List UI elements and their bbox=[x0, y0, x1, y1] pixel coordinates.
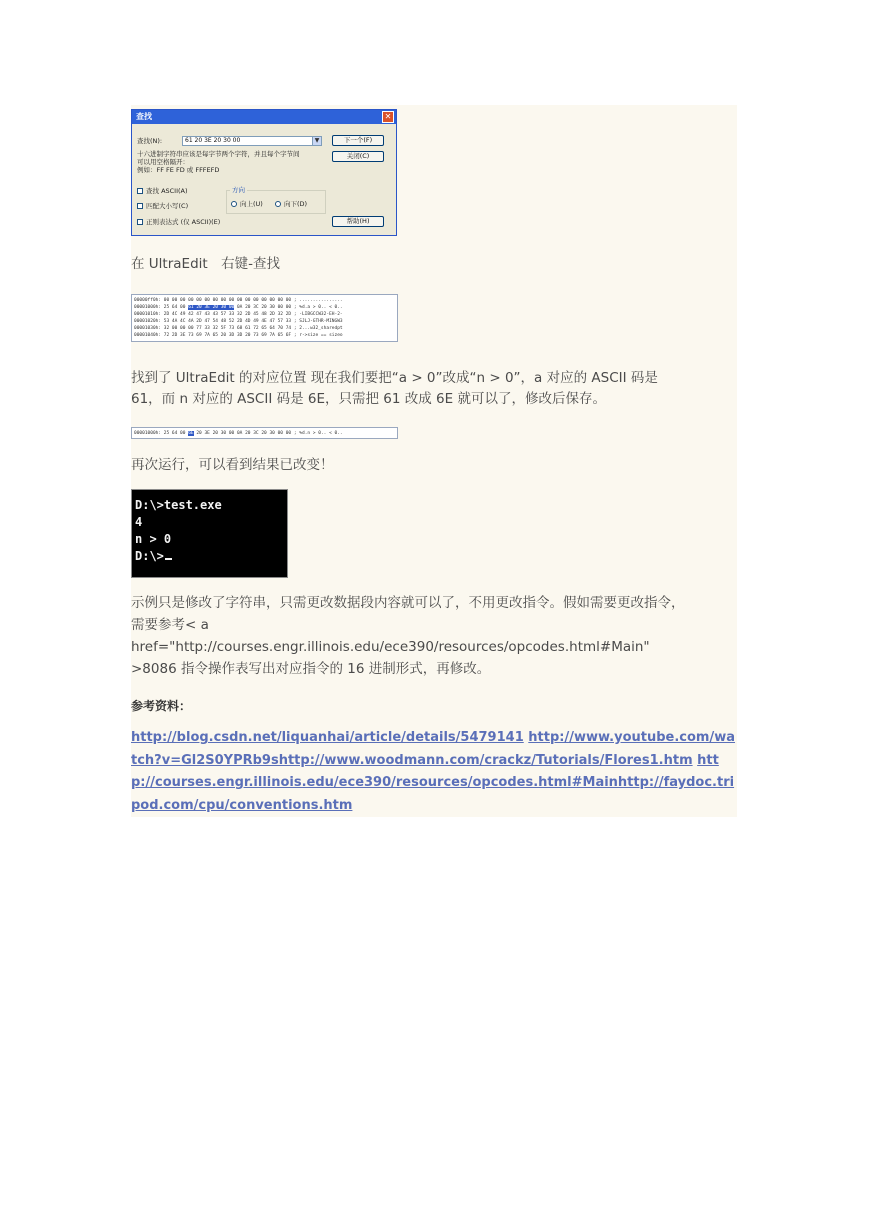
hex-line: 00001000h: 25 64 00 61 20 3E 20 30 00 0A 20 3C 20 30 00 00 ; %d.a > 0.. < 0.. bbox=[134, 305, 343, 310]
hex-line: 00001030h: 32 00 00 00 77 33 32 5F 73 68 61 72 65 64 70 74 ; 2...w32_sharedpt bbox=[134, 326, 343, 331]
caption-rerun: 再次运行，可以看到结果已改变！ bbox=[131, 457, 334, 473]
hex-highlight: 61 20 3E 20 30 00 bbox=[188, 305, 235, 310]
console-line: 4 bbox=[135, 515, 143, 529]
hex-line: 00001020h: 53 4A 4C 4A 2D 47 54 48 52 2D 4D 49 4E 47 57 33 ; SJLJ-GTHR-MINGW3 bbox=[134, 319, 343, 324]
paragraph-1-line-1: 找到了 UltraEdit 的对应位置 现在我们要把“a > 0”改成“n > 0”，a 对应的 ASCII 码是 bbox=[131, 370, 658, 386]
console-line: n > 0 bbox=[135, 532, 172, 546]
references-heading: 参考资料： bbox=[131, 699, 192, 713]
hint-line-2: 可以用空格隔开： bbox=[137, 158, 189, 166]
find-input: 61 20 3E 20 30 00 bbox=[182, 136, 320, 146]
paragraph-2-line-3: href="http://courses.engr.illinois.edu/ece390/resources/opcodes.html#Main" bbox=[131, 639, 650, 655]
check-case-label: 匹配大小写(C) bbox=[146, 202, 189, 210]
article-body bbox=[131, 105, 737, 817]
paragraph-2-line-4: >8086 指令操作表写出对应指令的 16 进制形式，再修改。 bbox=[131, 661, 491, 677]
check-ascii-label: 查找 ASCII(A) bbox=[146, 187, 188, 195]
paragraph-2-line-2: 需要参考< a bbox=[131, 617, 209, 633]
checkbox-case bbox=[137, 203, 143, 209]
reference-link-youtube-woodmann[interactable]: http://www.youtube.com/watch?v=Gl2S0YPRb9shttp://www.woodmann.com/crackz/Tutorials/Flores1.htm bbox=[131, 730, 736, 768]
checkbox-ascii bbox=[137, 188, 143, 194]
caption-find: 在 UltraEdit 右键-查找 bbox=[131, 256, 281, 272]
help-button: 帮助(H) bbox=[332, 216, 384, 227]
console-line: D:\>test.exe bbox=[135, 498, 222, 512]
radio-down-label: 向下(D) bbox=[284, 200, 308, 208]
console-output-image bbox=[131, 489, 288, 578]
close-icon: ✕ bbox=[382, 111, 394, 123]
hex-line: 00001040h: 72 2D 3E 73 69 7A 65 20 3D 3D 20 73 69 7A 65 6F ; r->size == sizeo bbox=[134, 333, 343, 338]
radio-down bbox=[275, 201, 281, 207]
radio-up-label: 向上(U) bbox=[240, 200, 263, 208]
hint-line-3: 例如：FF FE FD 或 FFFEFD bbox=[137, 166, 220, 174]
checkbox-regex bbox=[137, 219, 143, 225]
hex-line: 00000ff0h: 00 00 00 00 00 00 00 00 00 00 00 00 00 00 00 00 ; ................ bbox=[134, 298, 343, 303]
reference-link-illinois-faydoc[interactable]: http://courses.engr.illinois.edu/ece390/resources/opcodes.html#Mainhttp://faydoc.tripod.com/cpu/conventions.htm bbox=[131, 752, 735, 813]
cursor-icon bbox=[165, 558, 172, 560]
paragraph-2-line-1: 示例只是修改了字符串，只需更改数据段内容就可以了，不用更改指令。假如需要更改指令， bbox=[131, 595, 685, 611]
chevron-down-icon: ▼ bbox=[312, 136, 322, 146]
find-dialog-image bbox=[131, 109, 397, 236]
paragraph-1-line-2: 61，而 n 对应的 ASCII 码是 6E，只需把 61 改成 6E 就可以了，修改后保存。 bbox=[131, 391, 606, 407]
find-dialog-title: 查找 bbox=[132, 110, 396, 124]
hint-line-1: 十六进制字符串应该是每字节两个字符，并且每个字节间 bbox=[137, 150, 300, 158]
hex-view-image bbox=[131, 294, 398, 342]
reference-link-csdn[interactable]: http://blog.csdn.net/liquanhai/article/details/5479141 bbox=[131, 730, 524, 745]
hex-line: 00001010h: 2D 4C 49 42 47 43 43 57 33 32 2D 45 48 2D 32 2D ; -LIBGCCW32-EH-2- bbox=[134, 312, 343, 317]
next-button: 下一个(F) bbox=[332, 135, 384, 146]
close-button: 关闭(C) bbox=[332, 151, 384, 162]
check-regex-label: 正则表达式 (仅 ASCII)(E) bbox=[146, 218, 221, 226]
hex-highlight: 6E bbox=[188, 431, 194, 436]
find-label: 查找(N): bbox=[137, 137, 163, 145]
hex-line: 00001000h: 25 64 00 6E 20 3E 20 30 00 0A 20 3C 20 30 00 00 ; %d.n > 0.. < 0.. bbox=[134, 431, 343, 436]
console-prompt: D:\> bbox=[135, 548, 172, 564]
direction-label: 方向 bbox=[232, 186, 245, 194]
hex-view-edited-image bbox=[131, 427, 398, 439]
radio-up bbox=[231, 201, 237, 207]
references-links bbox=[131, 727, 737, 817]
